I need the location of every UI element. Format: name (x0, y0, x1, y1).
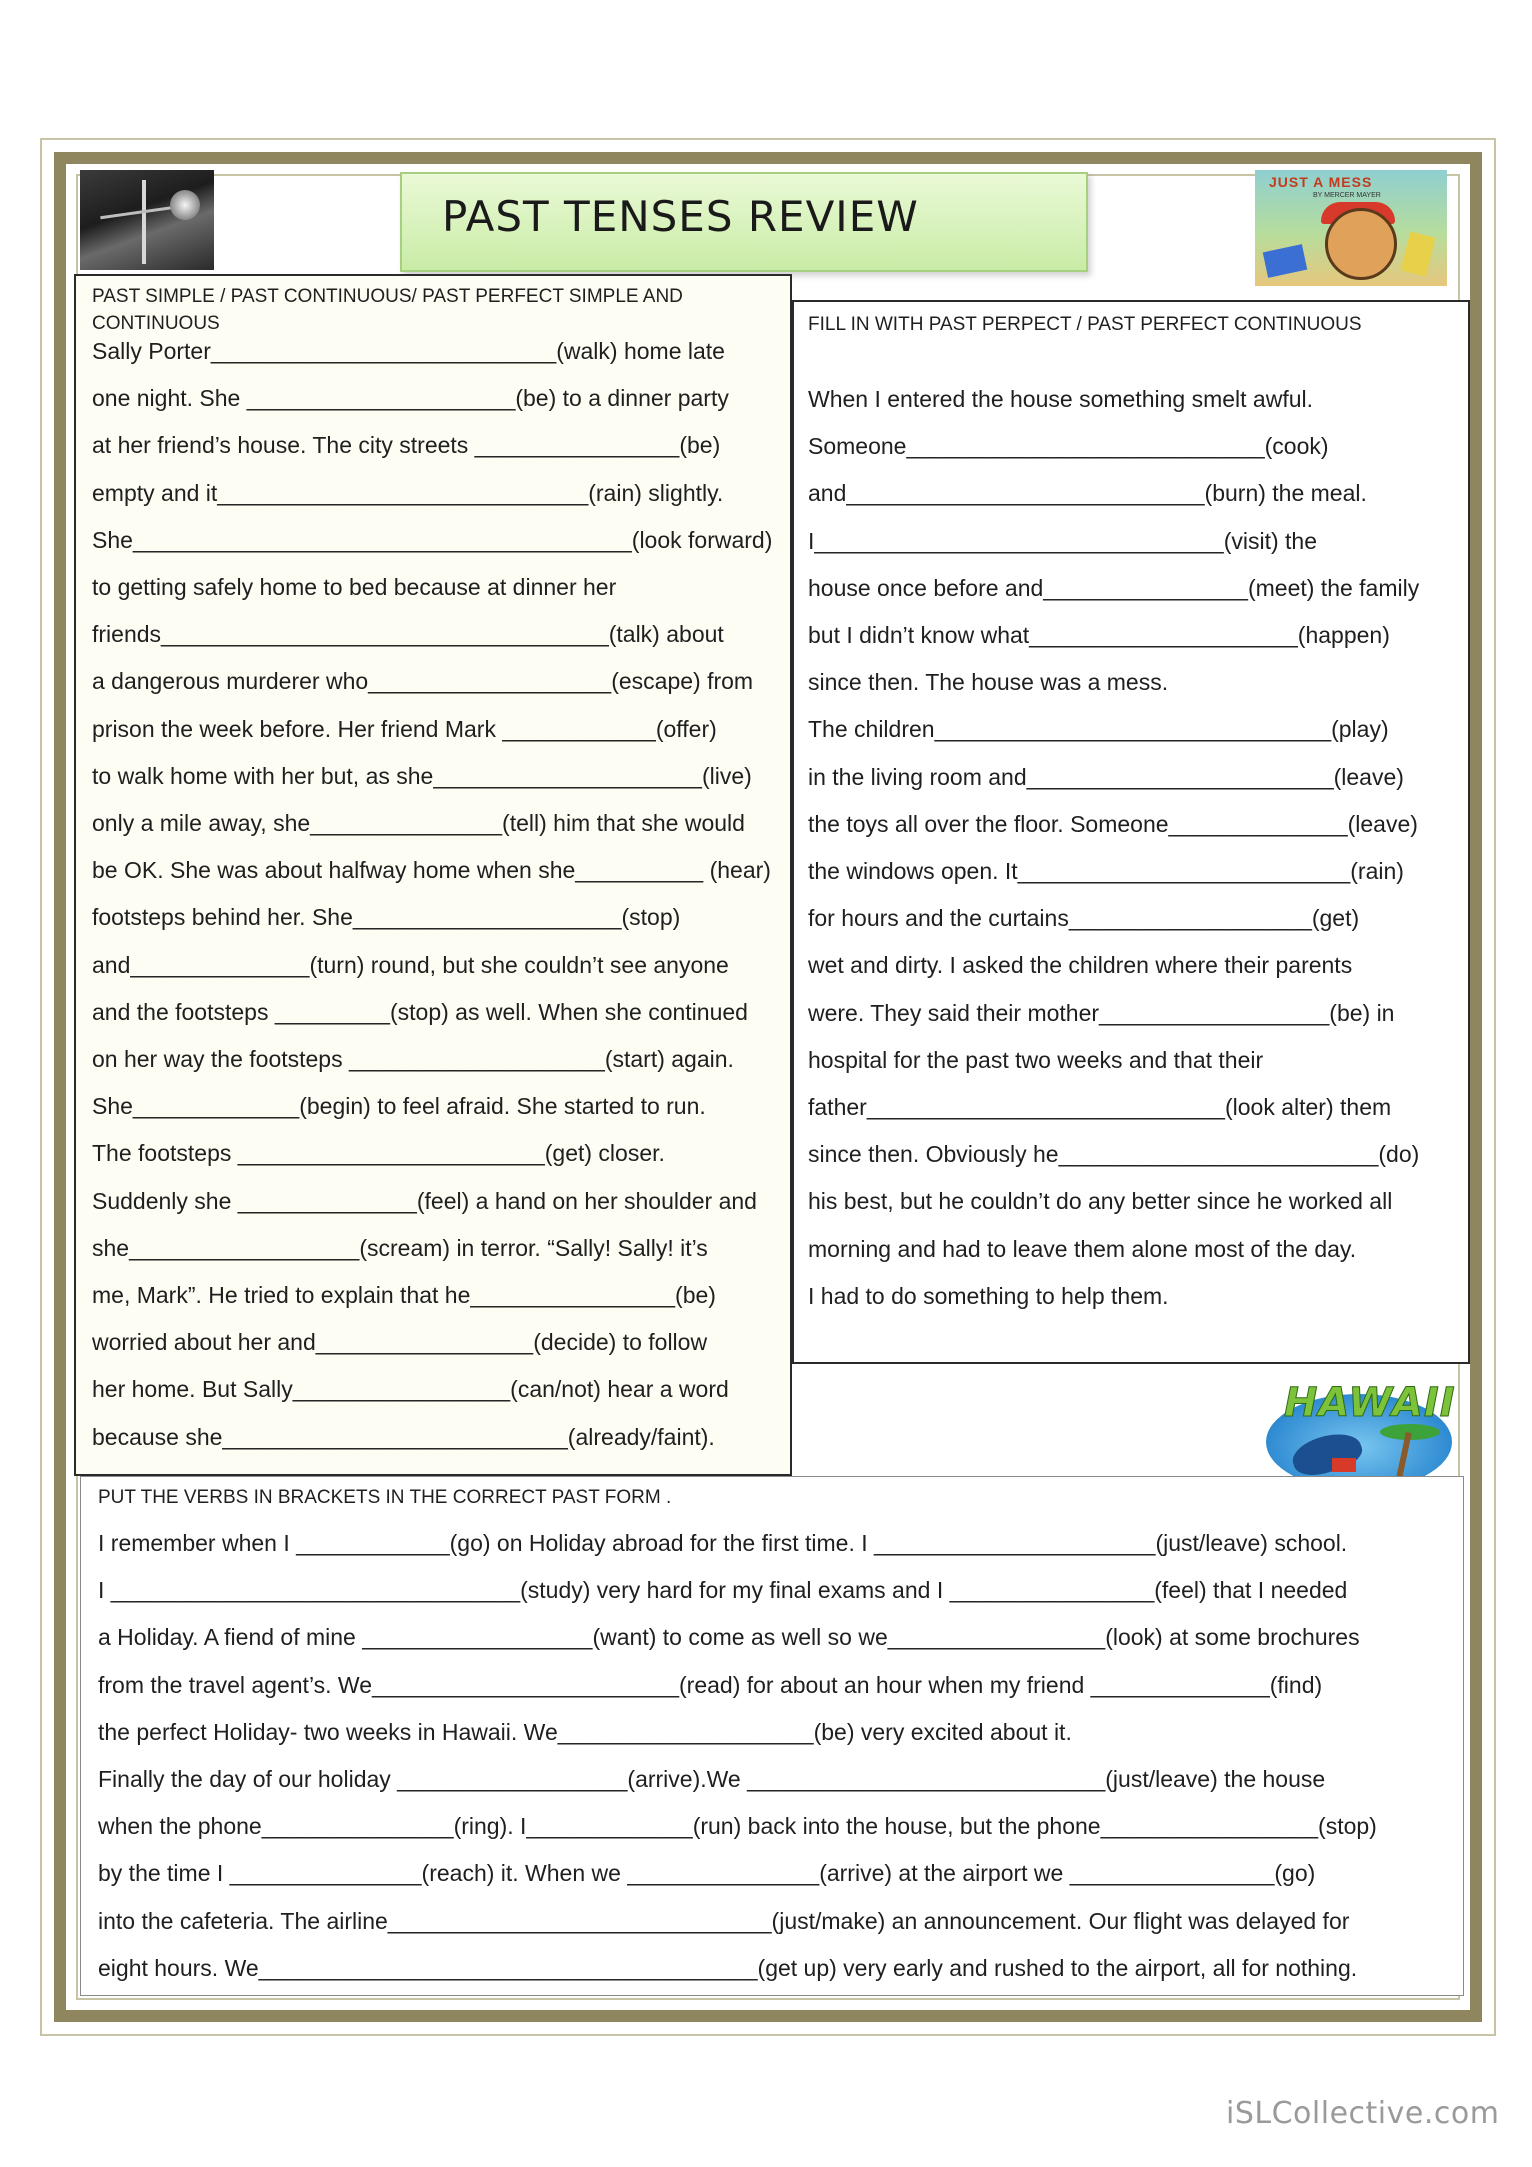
exercise-line: from the travel agent’s. We________________________(read) for about an hour when my friend ______________(find) (98, 1671, 1323, 1698)
exercise-line: eight hours. We_______________________________________(get up) very early and rushed to the airport, all for nothing. (98, 1954, 1358, 1981)
exercise-line: worried about her and_________________(decide) to follow (92, 1329, 708, 1356)
exercise-line: She_____________(begin) to feel afraid. She started to run. (92, 1093, 706, 1120)
exercise-line: Someone____________________________(cook) (808, 433, 1329, 460)
exercise-line: the perfect Holiday- two weeks in Hawaii. We____________________(be) very excited about it. (98, 1718, 1072, 1745)
exercise-line: hospital for the past two weeks and that their (808, 1046, 1264, 1073)
exercise-line: friends___________________________________(talk) about (92, 621, 724, 648)
exercise-line: his best, but he couldn’t do any better since he worked all (808, 1188, 1393, 1215)
exercise-line: footsteps behind her. She_____________________(stop) (92, 904, 681, 931)
exercise-line: and____________________________(burn) the meal. (808, 480, 1367, 507)
exercise-line: at her friend’s house. The city streets ________________(be) (92, 432, 721, 459)
exercise-line: When I entered the house something smelt awful. (808, 386, 1314, 412)
exercise-line: to walk home with her but, as she_____________________(live) (92, 762, 752, 789)
right-heading: FILL IN WITH PAST PERPECT / PAST PERFECT CONTINUOUS (808, 314, 1362, 335)
exercise-line: the toys all over the floor. Someone______________(leave) (808, 810, 1418, 837)
exercise-line: The children_______________________________(play) (808, 716, 1389, 743)
exercise-line: empty and it_____________________________(rain) slightly. (92, 479, 724, 506)
exercise-line: but I didn’t know what_____________________(happen) (808, 622, 1390, 648)
exercise-line: wet and dirty. I asked the children where their parents (808, 952, 1353, 979)
exercise-line: in the living room and________________________(leave) (808, 763, 1404, 790)
exercise-line: I ________________________________(study) very hard for my final exams and I ________________(feel) that I needed (98, 1577, 1348, 1604)
exercise-line: She_______________________________________(look forward) (92, 526, 773, 553)
exercise-line: when the phone_______________(ring). I_____________(run) back into the house, but the phone_________________(stop) (98, 1813, 1377, 1840)
exercise-line: morning and had to leave them alone most of the day. (808, 1235, 1357, 1262)
exercise-line: on her way the footsteps ____________________(start) again. (92, 1046, 734, 1072)
exercise-line: her home. But Sally_________________(can/not) hear a word (92, 1376, 729, 1403)
exercise-line: one night. She _____________________(be) to a dinner party (92, 385, 729, 412)
hawaii-logo-text: HAWAII (1284, 1380, 1456, 1426)
exercise-line: for hours and the curtains___________________(get) (808, 905, 1360, 932)
left-heading-line-1: PAST SIMPLE / PAST CONTINUOUS/ PAST PERFECT SIMPLE AND (92, 286, 683, 307)
exercise-line: and the footsteps _________(stop) as well. When she continued (92, 998, 748, 1025)
exercise-line: I________________________________(visit) the (808, 527, 1318, 554)
exercise-line: since then. Obviously he_________________________(do) (808, 1141, 1420, 1168)
title-banner (400, 172, 1088, 272)
exercise-line: into the cafeteria. The airline______________________________(just/make) an announcement. Our flight was delayed for (98, 1907, 1350, 1934)
bottom-heading: PUT THE VERBS IN BRACKETS IN THE CORRECT PAST FORM . (98, 1487, 672, 1508)
exercise-line: she__________________(scream) in terror. “Sally! Sally! it’s (92, 1234, 708, 1261)
exercise-line: prison the week before. Her friend Mark ____________(offer) (92, 715, 717, 742)
book-cover-author: BY MERCER MAYER (1313, 192, 1381, 199)
exercise-line: to getting safely home to bed because at dinner her (92, 574, 617, 600)
exercise-line: a Holiday. A fiend of mine __________________(want) to come as well so we_________________(look) at some brochures (98, 1624, 1360, 1651)
exercise-line: I remember when I ____________(go) on Holiday abroad for the first time. I ______________________(just/leave) school. (98, 1530, 1348, 1556)
exercise-line: house once before and________________(meet) the family (808, 574, 1420, 601)
exercise-line: the windows open. It__________________________(rain) (808, 858, 1404, 884)
exercise-line: because she___________________________(already/faint). (92, 1423, 715, 1450)
exercise-line: Finally the day of our holiday __________________(arrive).We ____________________________(just/leave) the house (98, 1766, 1326, 1792)
exercise-line: be OK. She was about halfway home when she__________ (hear) (92, 857, 771, 884)
exercise-line: The footsteps ________________________(get) closer. (92, 1140, 665, 1167)
exercise-line: and______________(turn) round, but she couldn’t see anyone (92, 951, 729, 978)
exercise-line: since then. The house was a mess. (808, 669, 1169, 696)
watermark: iSLCollective.com (1226, 2096, 1500, 2131)
page-title: PAST TENSES REVIEW (442, 192, 919, 241)
exercise-line: were. They said their mother__________________(be) in (808, 999, 1395, 1026)
exercise-line: by the time I _______________(reach) it. When we _______________(arrive) at the airport we ________________(go) (98, 1860, 1316, 1887)
exercise-line: me, Mark”. He tried to explain that he________________(be) (92, 1282, 716, 1308)
exercise-line: father____________________________(look alter) them (808, 1094, 1392, 1120)
exercise-line: Sally Porter___________________________(walk) home late (92, 338, 725, 364)
book-cover-image (1255, 170, 1447, 286)
exercise-line: only a mile away, she_______________(tell) him that she would (92, 810, 745, 836)
night-street-photo (80, 170, 214, 270)
exercise-line: Suddenly she ______________(feel) a hand on her shoulder and (92, 1187, 757, 1214)
book-cover-title: JUST A MESS (1269, 174, 1373, 190)
exercise-line: I had to do something to help them. (808, 1282, 1169, 1309)
exercise-line: a dangerous murderer who___________________(escape) from (92, 668, 754, 695)
left-heading-line-2: CONTINUOUS (92, 313, 220, 334)
